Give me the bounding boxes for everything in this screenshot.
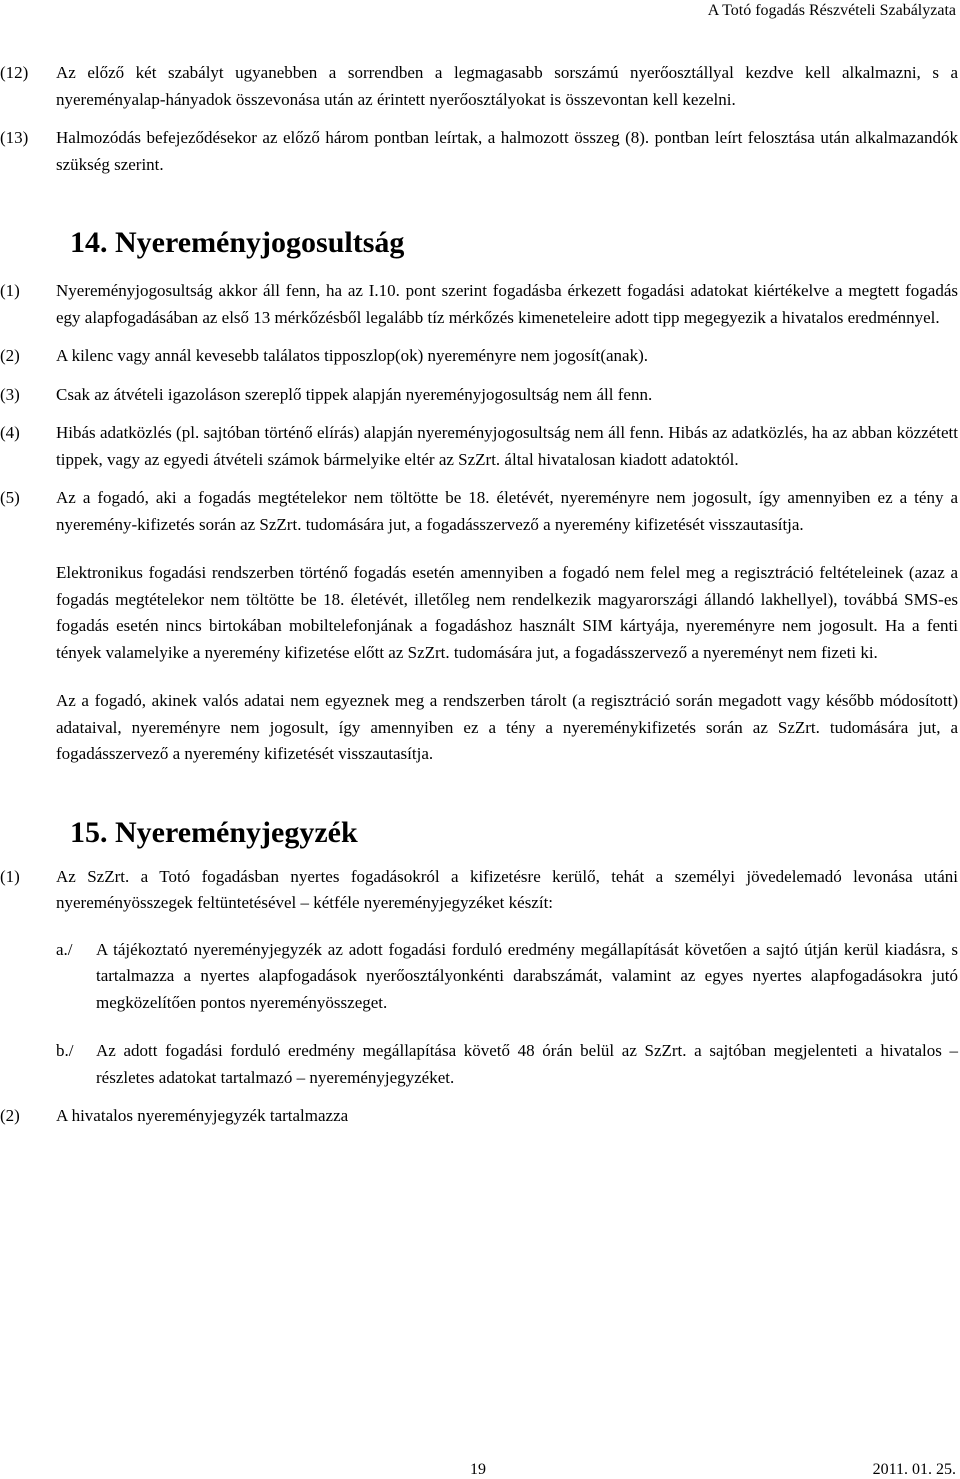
s14-clause-1 [0, 278, 958, 331]
clause-text: A kilenc vagy annál kevesebb találatos tipposzlop(ok) nyereményre nem jogosít(anak). [56, 346, 648, 365]
s14-clause-5 [0, 485, 958, 538]
paragraph-valid-data: Az a fogadó, akinek valós adatai nem egyeznek meg a rendszerben tárolt (a regisztráció során megadott vagy később módosított) adataival, nyereményre nem jogosult, így amennyiben ez a tény a nyereménykifizetés során az SzZrt. tudomására jut, a fogadásszervező a nyeremény kifizetését visszautasítja. [56, 691, 958, 763]
sub-text: A tájékoztató nyereményjegyzék az adott fogadási forduló eredmény megállapítását követően a sajtó útján kerül kiadásra, s tartalmazza a nyertes alapfogadások nyerőosztályonkénti darabszámát, valamint az egyes nyertes alapfogadásokra jutó megközelítően pontos nyereményösszeget. [96, 939, 958, 1012]
clause-number: (5) [0, 488, 20, 507]
document-body [0, 60, 958, 1142]
clause-text: Az előző két szabályt ugyanebben a sorrendben a legmagasabb sorszámú nyerőosztállyal kezdve kell alkalmazni, s a nyereményalap-hányadok összevonása után az érintett nyerőosztályokat is összevontan kell kezelni. [56, 63, 958, 109]
clause-text: Halmozódás befejeződésekor az előző három pontban leírtak, a halmozott összeg (8). pontban leírt felosztása után alkalmazandók szükség szerint. [56, 128, 958, 174]
section-14-heading: 14. Nyereményjogosultság [70, 226, 405, 259]
paragraph-electronic: Elektronikus fogadási rendszerben történő fogadás esetén amennyiben a fogadó nem felel meg a regisztráció feltételeinek (azaz a fogadás megtételekor nem töltötte be 18. életévét, illetőleg nem rendelkezik magyarországi állandó lakhellyel), továbbá SMS-es fogadás esetén nincs birtokában mobiltelefonjának a fogadáshoz használt SIM kártyája, nyereményre nem jogosult. Ha a fenti tények valamelyike a nyeremény kifizetése előtt az SzZrt. tudomására jut, a fogadásszervező a nyereményt nem fizeti ki. [56, 563, 958, 662]
page-number: 19 [470, 1461, 486, 1478]
s15-sub-a [0, 937, 958, 1017]
section-15-heading: 15. Nyereményjegyzék [70, 815, 358, 849]
clause-number: (1) [0, 866, 20, 886]
clause-text: Az a fogadó, aki a fogadás megtételekor nem töltötte be 18. életévét, nyereményre nem jogosult, így amennyiben ez a tény a nyeremény-kifizetés során az SzZrt. tudomására jut, a fogadásszervező a nyeremény kifizetését visszautasítja. [56, 488, 958, 534]
sub-text: Az adott fogadási forduló eredmény megállapítása követő 48 órán belül az SzZrt. a sajtóban megjelenteti a hivatalos – részletes adatokat tartalmazó – nyereményjegyzéket. [96, 1041, 958, 1087]
s14-clause-3 [0, 382, 958, 409]
footer-date: 2011. 01. 25. [872, 1461, 956, 1478]
clause-number: (12) [0, 63, 29, 82]
clause-text: Csak az átvételi igazoláson szereplő tippek alapján nyereményjogosultság nem áll fenn. [56, 384, 653, 404]
s15-clause-1 [0, 864, 958, 917]
sub-number: a./ [56, 939, 73, 959]
s14-clause-2 [0, 343, 958, 370]
clause-12 [0, 60, 958, 113]
clause-number: (4) [0, 423, 20, 442]
clause-number: (13) [0, 128, 29, 147]
clause-number: (2) [0, 346, 20, 365]
clause-text: Nyereményjogosultság akkor áll fenn, ha az I.10. pont szerint fogadásba érkezett fogadási adatokat kiértékelve a megtett fogadás egy alapfogadásában az első 13 mérkőzésből legalább tíz mérkőzés kimeneteleire adott tipp megegyezik a hivatalos eredménnyel. [56, 281, 958, 327]
running-header: A Totó fogadás Részvételi Szabályzata [707, 2, 956, 19]
clause-number: (2) [0, 1106, 20, 1125]
s15-clause-2 [0, 1103, 958, 1130]
clause-13 [0, 125, 958, 178]
s14-clause-4 [0, 420, 958, 473]
sub-number: b./ [56, 1041, 74, 1060]
clause-number: (1) [0, 281, 20, 300]
clause-text: A hivatalos nyereményjegyzék tartalmazza [56, 1106, 349, 1125]
s15-sub-b [0, 1038, 958, 1091]
clause-text: Az SzZrt. a Totó fogadásban nyertes fogadásokról a kifizetésre kerülő, tehát a személyi jövedelemadó levonása utáni nyereményösszegek feltüntetésével – kétféle nyereményjegyzéket készít: [56, 866, 958, 912]
clause-number: (3) [0, 384, 20, 404]
clause-text: Hibás adatközlés (pl. sajtóban történő elírás) alapján nyereményjogosultság nem áll fenn. Hibás az adatközlés, ha az abban közzétett tippek, vagy az egyedi átvételi számok bármelyike eltér az SzZrt. által hivatalosan kiadott adatoktól. [56, 423, 958, 469]
